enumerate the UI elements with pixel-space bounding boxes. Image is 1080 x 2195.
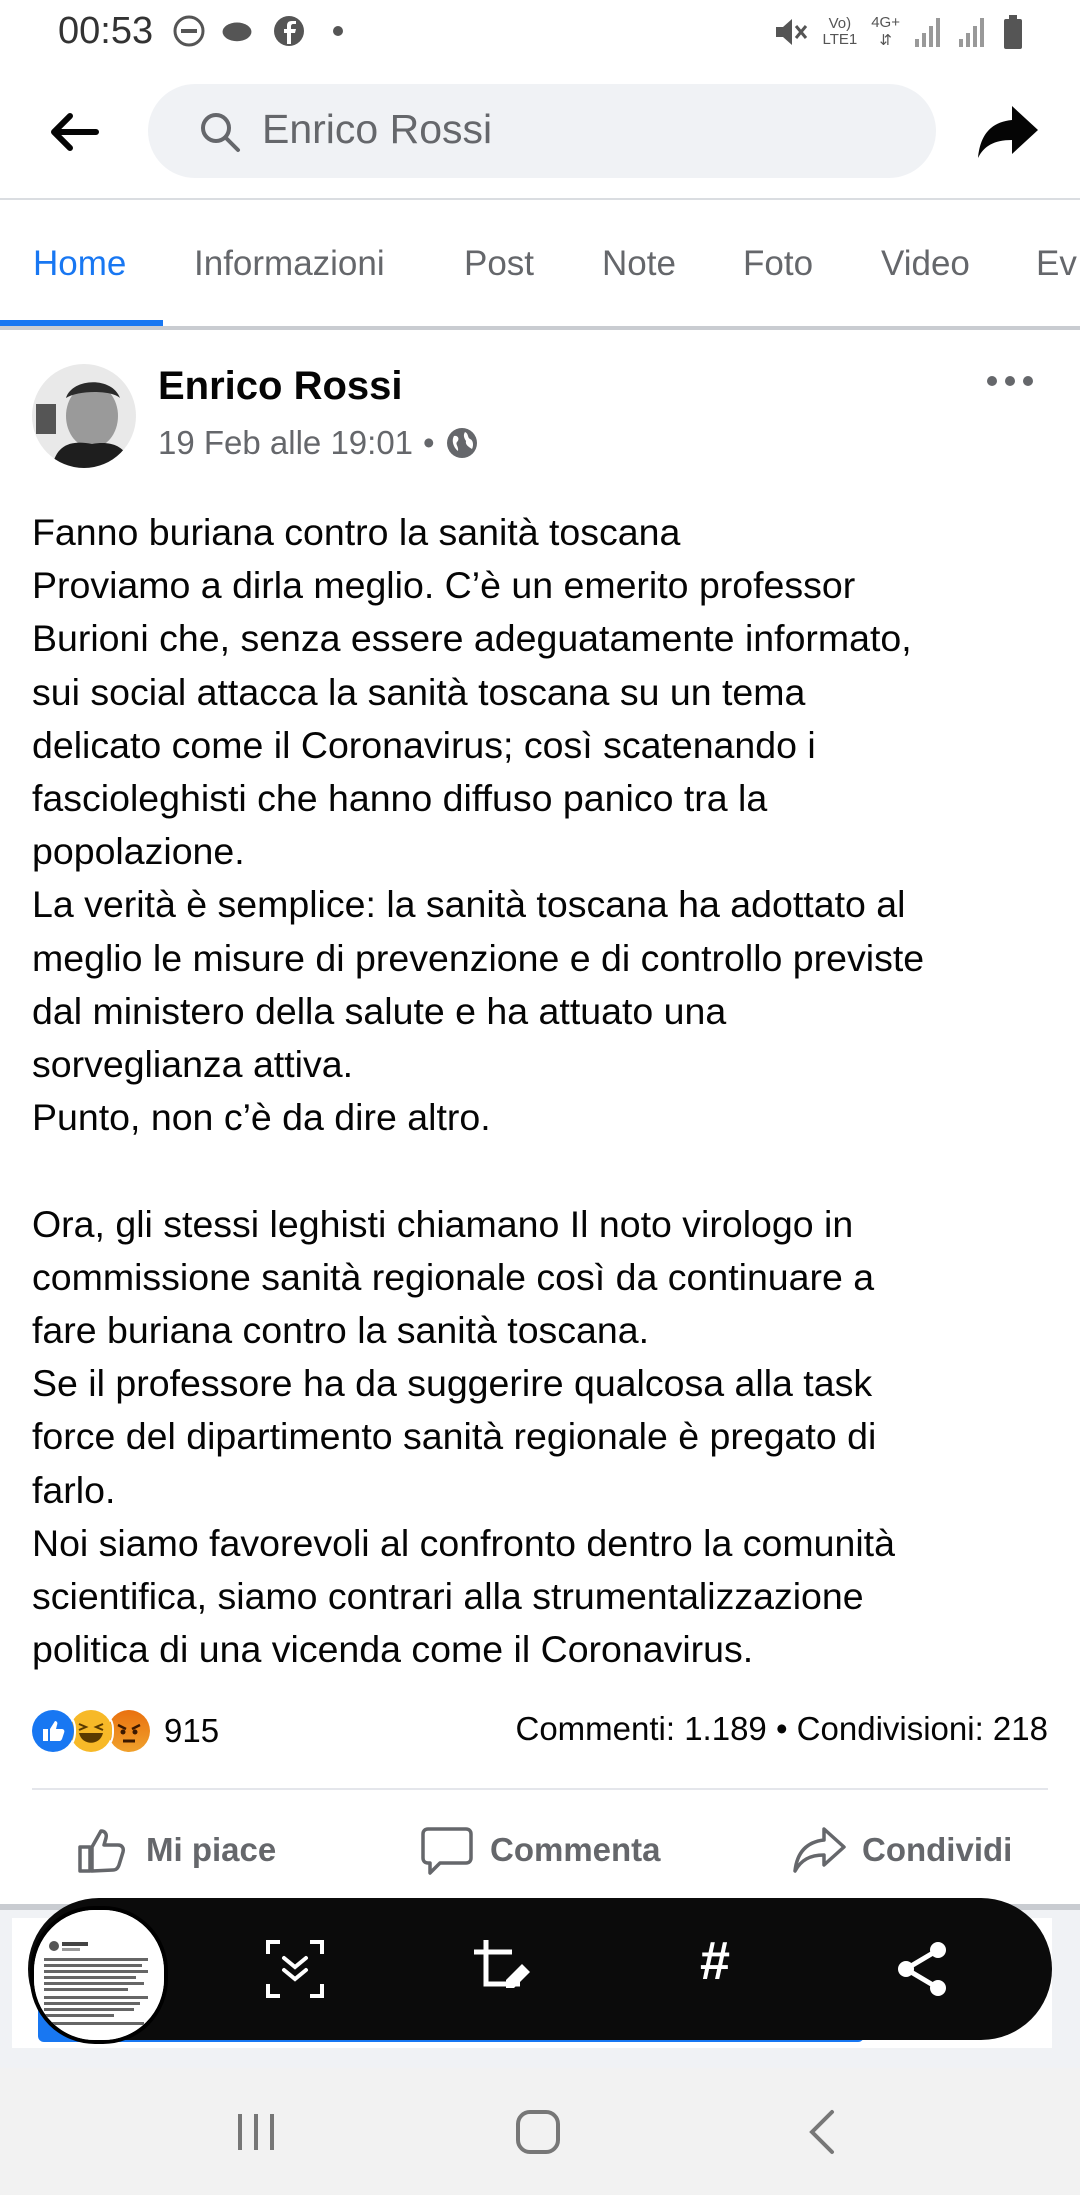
signal-icon bbox=[958, 15, 988, 49]
search-query-text: Enrico Rossi bbox=[262, 106, 493, 152]
author-photo bbox=[32, 364, 136, 468]
share-icon bbox=[792, 1823, 846, 1877]
post-line: Burioni che, senza essere adeguatamente informato, bbox=[32, 617, 912, 660]
screenshot-thumbnail[interactable] bbox=[30, 1906, 168, 2044]
dot-icon bbox=[330, 14, 364, 48]
tab-video[interactable]: Video bbox=[881, 244, 970, 283]
post-body bbox=[32, 506, 1052, 1676]
status-time: 00:53 bbox=[58, 10, 154, 52]
cloud-icon bbox=[220, 14, 254, 48]
stats-divider bbox=[32, 1788, 1048, 1790]
battery-icon bbox=[1002, 14, 1024, 50]
author-name[interactable]: Enrico Rossi bbox=[158, 364, 403, 408]
home-icon[interactable] bbox=[512, 2106, 564, 2158]
comment-button[interactable] bbox=[420, 1820, 661, 1880]
volte-label: Vo) LTE1 bbox=[822, 15, 858, 48]
tab-foto[interactable]: Foto bbox=[743, 244, 814, 283]
post-line: force del dipartimento sanità regionale è pregato di bbox=[32, 1415, 877, 1458]
public-globe-icon bbox=[445, 426, 479, 460]
post-stats[interactable]: Commenti: 1.189 • Condivisioni: 218 bbox=[515, 1710, 1048, 1747]
post-line: Proviamo a dirla meglio. C’è un emerito professor bbox=[32, 564, 856, 607]
post-line: Ora, gli stessi leghisti chiamano Il noto virologo in bbox=[32, 1202, 854, 1245]
tab-informazioni[interactable]: Informazioni bbox=[194, 244, 385, 283]
post-line: Noi siamo favorevoli al confronto dentro la comunità bbox=[32, 1521, 895, 1564]
post-line: fare buriana contro la sanità toscana. bbox=[32, 1309, 650, 1352]
tab-note[interactable]: Note bbox=[602, 244, 676, 283]
more-options-icon[interactable] bbox=[984, 366, 1036, 396]
like-button[interactable] bbox=[76, 1820, 276, 1880]
toolbar-share-icon[interactable] bbox=[892, 1938, 954, 2000]
post-line: delicato come il Coronavirus; così scatenando i bbox=[32, 723, 816, 766]
like-label: Mi piace bbox=[146, 1831, 277, 1868]
search-icon bbox=[198, 110, 242, 154]
post-line: commissione sanità regionale così da continuare a bbox=[32, 1255, 875, 1298]
share-page-icon[interactable] bbox=[976, 100, 1040, 164]
mute-icon bbox=[772, 14, 808, 50]
post-line: meglio le misure di prevenzione e di controllo previste bbox=[32, 936, 925, 979]
post-line: scientifica, siamo contrari alla strumentalizzazione bbox=[32, 1575, 864, 1618]
status-bar bbox=[0, 0, 1080, 66]
comment-label: Commenta bbox=[490, 1831, 661, 1868]
meta-separator: • bbox=[423, 424, 435, 461]
facebook-icon bbox=[272, 14, 306, 48]
thumbs-up-icon bbox=[76, 1823, 130, 1877]
tab-eventi[interactable]: Ev bbox=[1036, 244, 1077, 283]
page-tabs bbox=[0, 200, 1080, 326]
back-arrow-icon[interactable] bbox=[46, 104, 102, 160]
signal-icon bbox=[914, 15, 944, 49]
hashtag-icon[interactable]: # bbox=[699, 1931, 731, 1991]
post-line: dal ministero della salute e ha attuato una bbox=[32, 989, 727, 1032]
post-line: politica di una vicenda come il Coronavirus. bbox=[32, 1628, 754, 1671]
post-line: Fanno buriana contro la sanità toscana bbox=[32, 511, 681, 553]
post-line: sorveglianza attiva. bbox=[32, 1043, 354, 1086]
share-label: Condividi bbox=[862, 1831, 1013, 1868]
like-reaction-icon bbox=[30, 1708, 76, 1754]
post-line: popolazione. bbox=[32, 830, 245, 873]
back-icon[interactable] bbox=[798, 2106, 850, 2158]
comment-icon bbox=[420, 1823, 474, 1877]
reactions-summary[interactable] bbox=[30, 1708, 219, 1754]
avatar[interactable] bbox=[32, 364, 136, 468]
crop-edit-icon[interactable] bbox=[472, 1938, 534, 2000]
status-right-icons bbox=[772, 12, 1024, 52]
post-line: La verità è semplice: la sanità toscana ha adottato al bbox=[32, 883, 906, 926]
reaction-count: 915 bbox=[164, 1712, 220, 1749]
share-button[interactable] bbox=[792, 1820, 1012, 1880]
tab-home[interactable]: Home bbox=[33, 244, 127, 283]
post-meta bbox=[158, 424, 479, 462]
screenshot-preview bbox=[34, 1910, 164, 2040]
scroll-capture-icon[interactable] bbox=[264, 1938, 326, 2000]
post-line: sui social attacca la sanità toscana su un tema bbox=[32, 670, 806, 713]
post-timestamp[interactable]: 19 Feb alle 19:01 bbox=[158, 424, 414, 461]
post-line: fascioleghisti che hanno diffuso panico tra la bbox=[32, 777, 768, 820]
search-input[interactable] bbox=[148, 84, 936, 178]
tab-post[interactable]: Post bbox=[464, 244, 535, 283]
do-not-disturb-icon bbox=[172, 14, 206, 48]
post-line: Se il professore ha da suggerire qualcosa alla task bbox=[32, 1362, 873, 1405]
post-line-blank bbox=[32, 1144, 1052, 1197]
network-type-label: 4G+ ⇵ bbox=[871, 14, 900, 49]
post-line: Punto, non c’è da dire altro. bbox=[32, 1096, 491, 1139]
tabs-divider bbox=[0, 326, 1080, 330]
recent-apps-icon[interactable] bbox=[230, 2106, 282, 2158]
post-line: farlo. bbox=[32, 1468, 116, 1511]
